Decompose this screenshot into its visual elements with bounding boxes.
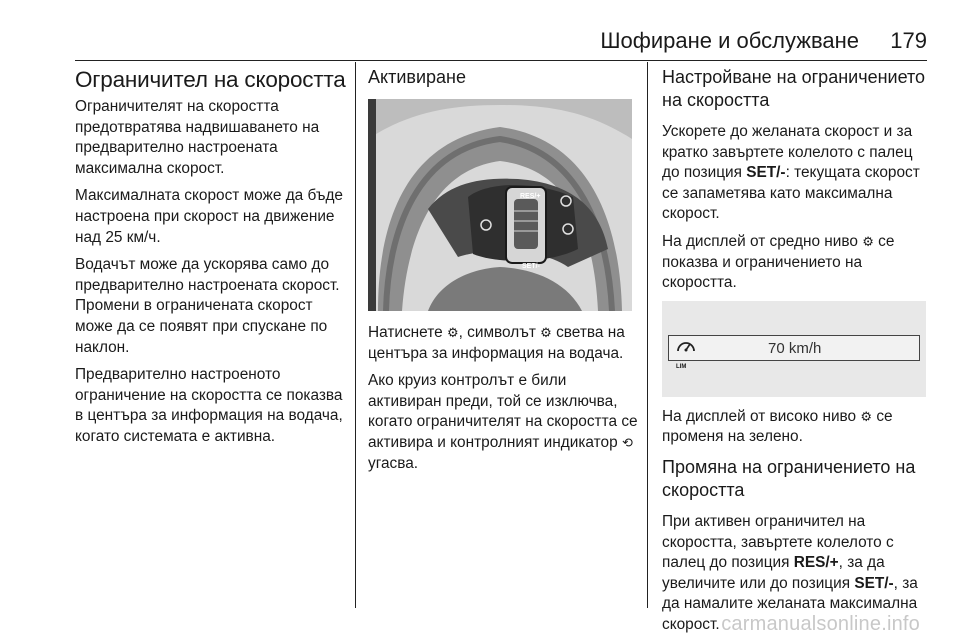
cruise-control-icon: ⟲ (621, 434, 633, 450)
section-heading-activation: Активиране (368, 67, 466, 87)
steering-wheel-illustration (368, 99, 632, 311)
paragraph: При активен ограничител на скоростта, завъртете колелото с палец до позиция RES/+, за да увеличите или до позиция SET/-, за да намалите желаната максимална скорост. (662, 512, 918, 633)
speed-limiter-icon (674, 335, 698, 357)
paragraph: Ограничителят на скоростта предотвратява надвишаването на предварително настроената максимална скорост. (75, 98, 320, 177)
speed-limiter-icon: ⚙ (540, 325, 552, 340)
section-heading-setting: Настройване на ограничението на скоростта (662, 67, 926, 110)
display-figure (662, 301, 926, 397)
display-speed-value: 70 km/h (768, 339, 822, 357)
watermark: carmanualsonline.info (721, 613, 920, 635)
paragraph: Ако круиз контролът е били активиран преди, той се изключва, когато ограничителят на скоростта се активира и контролният индикатор ⟲ угасва. (368, 372, 638, 472)
speed-limiter-icon: ⚙ (446, 325, 459, 340)
paragraph: Водачът може да ускорява само до предварително настроената скорост. Промени в ограничената скорост може да се появят при спускане по наклон. (75, 256, 340, 356)
speed-limiter-icon: ⚙ (860, 408, 873, 424)
paragraph: Предварително настроеното ограничение на скоростта се показва в центъра за информация на водача, когато системата е активна. (75, 366, 343, 445)
res-label: RES/+ (520, 193, 541, 200)
column-divider-1 (355, 62, 356, 608)
speed-limiter-icon: ⚙ (862, 233, 874, 249)
column-1 (75, 66, 347, 455)
section-heading-speed-limiter: Ограничител на скоростта (75, 67, 346, 92)
column-2 (368, 66, 638, 481)
header-rule (75, 60, 927, 61)
set-label: SET/- (522, 263, 540, 270)
column-3 (662, 66, 930, 643)
paragraph: На дисплей от средно ниво ⚙ се показва и ограничението на скоростта. (662, 232, 895, 292)
paragraph: Ускорете до желаната скорост и за кратко завъртете колелото с палец до позиция SET/-: текущата скорост се запаметява като максимална скорост. (662, 123, 920, 223)
paragraph: Натиснете ⚙, символът ⚙ светва на центъра за информация на водача. (368, 324, 625, 362)
paragraph: На дисплей от високо ниво ⚙ се променя на зелено. (662, 407, 893, 446)
header-title: Шофиране и обслужване (600, 28, 859, 53)
column-divider-2 (647, 62, 648, 608)
section-heading-change: Промяна на ограничението на скоростта (662, 456, 916, 500)
page-number: 179 (890, 28, 927, 53)
steering-wheel-figure (368, 99, 632, 311)
paragraph: Максималната скорост може да бъде настроена при скорост на движение над 25 км/ч. (75, 187, 343, 246)
page-header (75, 28, 927, 58)
lim-label: LIM (676, 363, 687, 370)
